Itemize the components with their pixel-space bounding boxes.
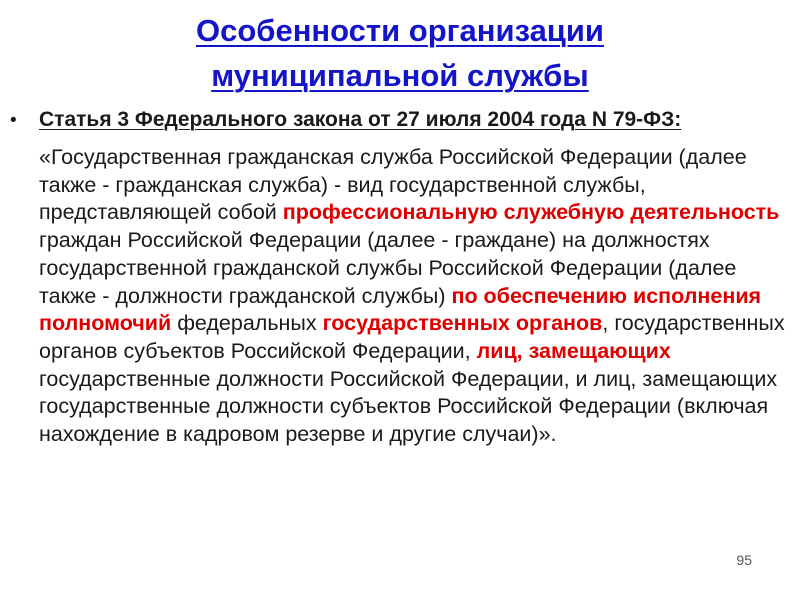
quote-highlight: лиц, замещающих: [476, 338, 671, 363]
bullet-item: [10, 106, 790, 449]
quote-highlight: государственных органов: [322, 311, 603, 336]
law-article-heading: Статья 3 Федерального закона от 27 июля 2004 года N 79-ФЗ:: [39, 108, 682, 131]
page-number: 95: [736, 552, 752, 568]
slide-title-line-1: Особенности организации: [196, 13, 604, 48]
quote-text: , государственных органов субъектов Российской Федерации,: [39, 311, 785, 363]
slide-title-line-2: муниципальной службы: [211, 58, 589, 93]
quote-highlight: по обеспечению исполнения полномочий: [39, 283, 762, 336]
quote-text: «Государственная гражданская служба Российской Федерации (далее также - гражданская служба) - вид государственной службы, представляющей собой: [39, 145, 747, 225]
quote-highlight: профессиональную служебную деятельность: [282, 200, 780, 225]
quote-text: граждан Российской Федерации (далее - граждане) на должностях государственной гражданской службы Российской Федерации (далее также - должности гражданской службы): [39, 228, 737, 308]
bullet-dot-icon: •: [10, 110, 17, 131]
slide-title: [0, 8, 800, 98]
law-quote: [39, 144, 799, 449]
quote-text: федеральных: [171, 311, 323, 336]
quote-text: государственные должности Российской Федерации, и лиц, замещающих государственные должности субъектов Российской Федерации (включая нахождение в кадровом резерве и другие случаи)».: [39, 366, 778, 447]
